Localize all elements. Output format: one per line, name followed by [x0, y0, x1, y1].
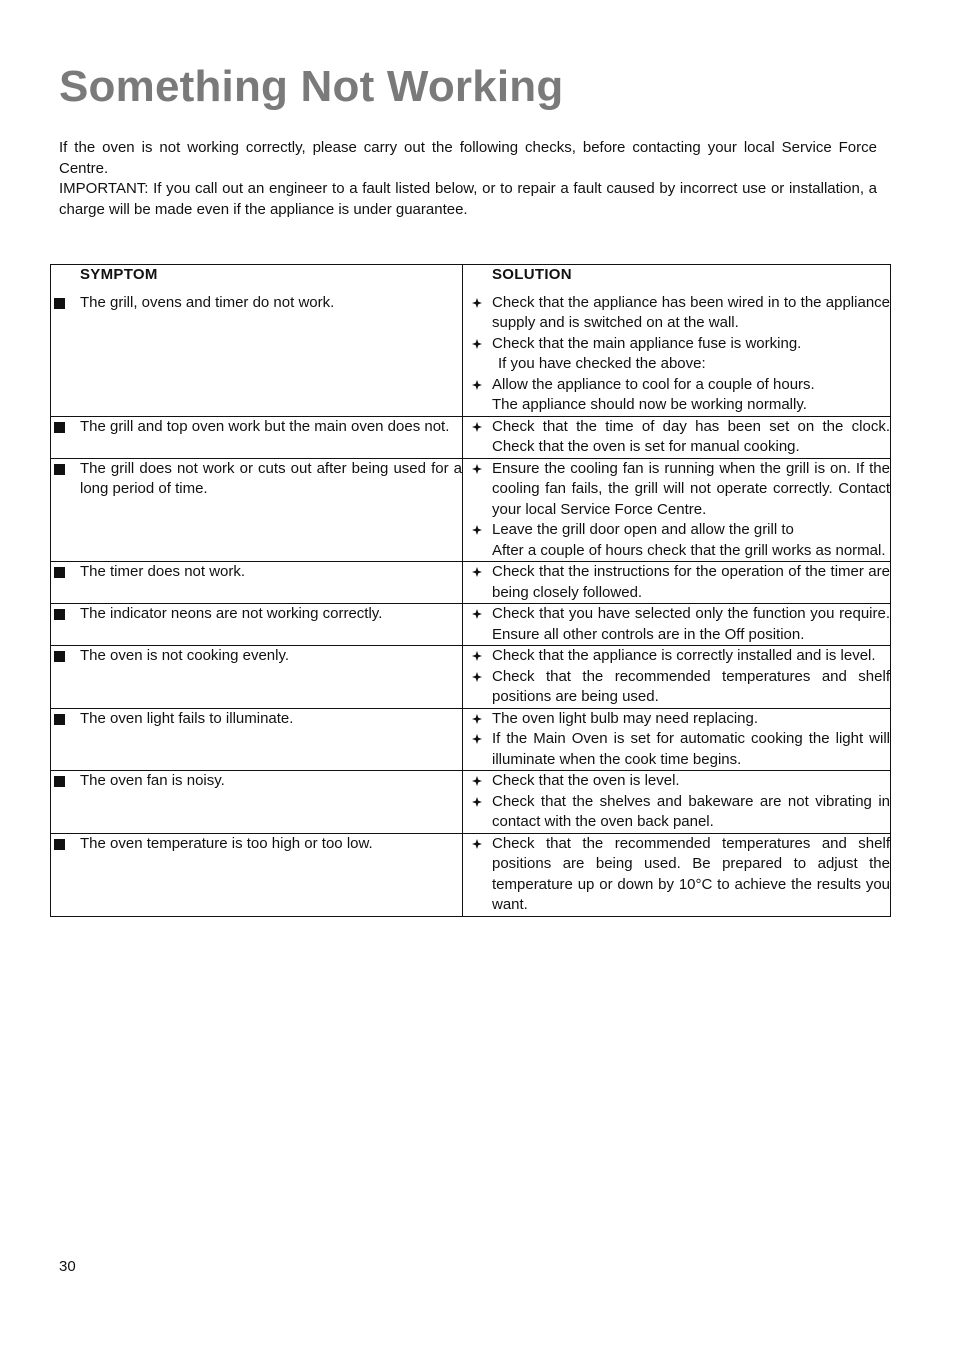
diamond-bullet-icon — [472, 839, 482, 849]
solution-text: Check that the oven is level. — [492, 772, 680, 789]
solution-item — [463, 709, 890, 730]
symptom-text: The grill, ovens and timer do not work. — [80, 293, 335, 311]
diamond-bullet-icon — [472, 672, 482, 682]
table-row — [51, 604, 891, 646]
solution-text: Check that you have selected only the function you require. Ensure all other controls are in the Off position. — [492, 605, 890, 643]
solution-item — [463, 729, 890, 770]
table-row — [51, 416, 891, 458]
solution-item — [463, 604, 890, 645]
square-bullet-icon — [54, 714, 65, 725]
solution-text: If you have checked the above: — [498, 355, 706, 372]
solution-item — [463, 771, 890, 792]
square-bullet-icon — [54, 298, 65, 309]
diamond-bullet-icon — [472, 380, 482, 390]
solution-text: Check that the shelves and bakeware are not vibrating in contact with the oven back panel. — [492, 792, 890, 830]
solution-cell — [463, 416, 891, 458]
symptom-text: The oven temperature is too high or too low. — [80, 834, 373, 852]
table-row — [51, 458, 891, 562]
table-row — [51, 833, 891, 916]
solution-text: Check that the recommended temperatures and shelf positions are being used. Be prepared to adjust the temperature up or down by 10°C to achieve the results you want. — [492, 834, 890, 913]
solution-cell — [463, 771, 891, 834]
diamond-bullet-icon — [472, 714, 482, 724]
diamond-bullet-icon — [472, 567, 482, 577]
symptom-cell — [51, 646, 463, 709]
symptom-item — [51, 604, 462, 625]
table-row — [51, 646, 891, 709]
symptom-text: The oven light fails to illuminate. — [80, 709, 294, 727]
solution-item — [463, 562, 890, 603]
symptom-item — [51, 646, 462, 667]
symptom-header: SYMPTOM — [80, 266, 158, 283]
symptom-text: The grill does not work or cuts out after being used for a long period of time. — [80, 459, 462, 497]
table-row — [51, 265, 891, 417]
symptom-text: The timer does not work. — [80, 563, 246, 580]
diamond-bullet-icon — [472, 525, 482, 535]
symptom-cell — [51, 708, 463, 771]
square-bullet-icon — [54, 464, 65, 475]
diamond-bullet-icon — [472, 298, 482, 308]
solution-item — [463, 417, 890, 458]
solution-text: The appliance should now be working normally. — [492, 396, 807, 413]
solution-cell — [463, 833, 891, 916]
solution-cell — [463, 604, 891, 646]
diamond-bullet-icon — [472, 651, 482, 661]
symptom-cell — [51, 604, 463, 646]
symptom-item — [51, 709, 462, 730]
solution-item — [463, 646, 890, 667]
diamond-bullet-icon — [472, 797, 482, 807]
solution-continuation — [463, 395, 890, 416]
diamond-bullet-icon — [472, 734, 482, 744]
solution-note — [463, 354, 890, 375]
diamond-bullet-icon — [472, 339, 482, 349]
symptom-text: The grill and top oven work but the main oven does not. — [80, 417, 450, 435]
solution-text: The oven light bulb may need replacing. — [492, 709, 759, 727]
solution-text: Leave the grill door open and allow the grill to — [492, 521, 794, 538]
square-bullet-icon — [54, 776, 65, 787]
diamond-bullet-icon — [472, 776, 482, 786]
solution-item — [463, 520, 890, 541]
solution-cell — [463, 708, 891, 771]
solution-text: Check that the time of day has been set on the clock. Check that the oven is set for manual cooking. — [492, 417, 890, 455]
solution-item — [463, 459, 890, 521]
solution-item — [463, 334, 890, 355]
solution-item — [463, 375, 890, 396]
solution-cell — [463, 646, 891, 709]
symptom-item — [51, 417, 462, 438]
solution-continuation — [463, 541, 890, 562]
solution-text: Allow the appliance to cool for a couple of hours. — [492, 375, 815, 393]
symptom-item — [51, 293, 462, 314]
symptom-item — [51, 562, 462, 583]
table-row — [51, 562, 891, 604]
table-row — [51, 771, 891, 834]
symptom-cell — [51, 833, 463, 916]
symptom-text: The indicator neons are not working correctly. — [80, 605, 383, 622]
symptom-item — [51, 771, 462, 792]
square-bullet-icon — [54, 567, 65, 578]
symptom-item — [51, 459, 462, 500]
solution-text: Check that the appliance has been wired in to the appliance supply and is switched on at the wall. — [492, 293, 890, 331]
symptom-text: The oven is not cooking evenly. — [80, 647, 290, 664]
symptom-cell — [51, 562, 463, 604]
symptom-cell — [51, 265, 463, 417]
solution-text: Ensure the cooling fan is running when the grill is on. If the cooling fan fails, the grill will not operate correctly. Contact your local Service Force Centre. — [492, 459, 890, 518]
solution-item — [463, 667, 890, 708]
important-notice: IMPORTANT: If you call out an engineer to a fault listed below, or to repair a fault caused by incorrect use or installation, a charge will be made even if the appliance is under guarantee. — [59, 180, 877, 218]
square-bullet-icon — [54, 839, 65, 850]
solution-text: After a couple of hours check that the grill works as normal. — [492, 541, 886, 559]
square-bullet-icon — [54, 651, 65, 662]
symptom-cell — [51, 458, 463, 562]
solution-text: Check that the main appliance fuse is working. — [492, 334, 802, 352]
solution-header: SOLUTION — [492, 266, 572, 283]
diamond-bullet-icon — [472, 609, 482, 619]
solution-item — [463, 293, 890, 334]
solution-cell — [463, 458, 891, 562]
troubleshooting-table — [50, 264, 891, 917]
solution-text: Check that the instructions for the operation of the timer are being closely followed. — [492, 563, 890, 601]
diamond-bullet-icon — [472, 464, 482, 474]
symptom-cell — [51, 771, 463, 834]
solution-cell — [463, 265, 891, 417]
solution-item — [463, 792, 890, 833]
solution-cell — [463, 562, 891, 604]
square-bullet-icon — [54, 609, 65, 620]
solution-text: Check that the appliance is correctly installed and is level. — [492, 647, 876, 664]
page-number: 30 — [59, 1258, 76, 1275]
square-bullet-icon — [54, 422, 65, 433]
table-row — [51, 708, 891, 771]
intro-paragraph: If the oven is not working correctly, please carry out the following checks, before contacting your local Service Force Centre. — [59, 139, 877, 177]
diamond-bullet-icon — [472, 422, 482, 432]
solution-text: If the Main Oven is set for automatic cooking the light will illuminate when the cook time begins. — [492, 730, 890, 768]
symptom-text: The oven fan is noisy. — [80, 772, 225, 789]
page-title: Something Not Working — [59, 62, 564, 111]
symptom-item — [51, 834, 462, 855]
intro-text — [59, 138, 877, 220]
symptom-cell — [51, 416, 463, 458]
solution-item — [463, 834, 890, 916]
solution-text: Check that the recommended temperatures and shelf positions are being used. — [492, 667, 890, 705]
